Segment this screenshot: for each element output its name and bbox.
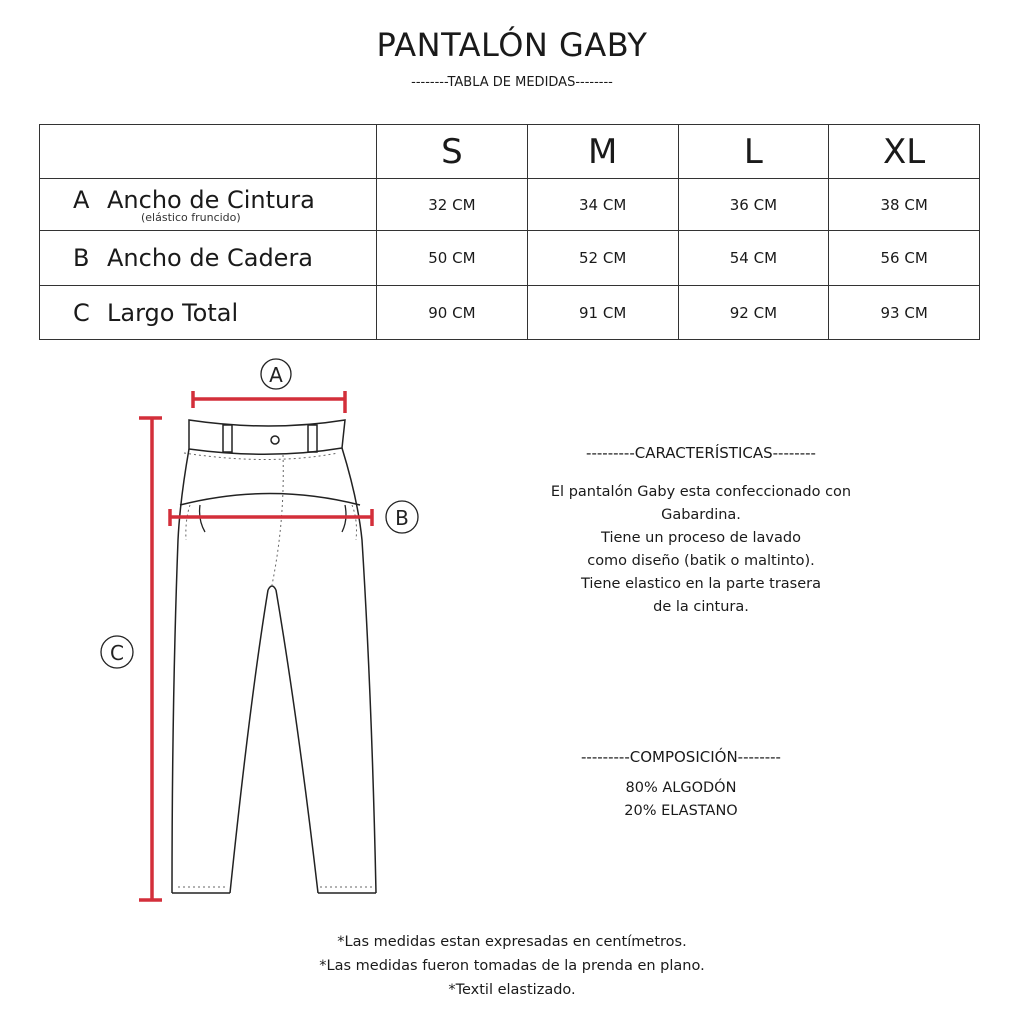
composicion-line: 20% ELASTANO: [624, 803, 738, 819]
composicion-heading: ---------COMPOSICIÓN--------: [581, 748, 781, 766]
page-title: PANTALÓN GABY: [376, 26, 648, 64]
table-cell: 93 CM: [829, 286, 980, 340]
table-cell: 92 CM: [678, 286, 829, 340]
size-header-xl: XL: [829, 125, 980, 179]
page-subtitle: --------TABLA DE MEDIDAS--------: [411, 75, 613, 90]
measure-line-a: [193, 391, 345, 413]
composicion-line: 80% ALGODÓN: [625, 780, 737, 796]
row-label-waist: [40, 179, 377, 231]
size-header-m: M: [527, 125, 678, 179]
row-letter: C: [73, 298, 90, 327]
table-cell: 52 CM: [527, 231, 678, 286]
caracteristicas-heading: ---------CARACTERÍSTICAS--------: [586, 444, 816, 462]
table-cell: 50 CM: [377, 231, 528, 286]
measure-line-b: [170, 509, 372, 526]
size-header-s: S: [377, 125, 528, 179]
table-cell: 91 CM: [527, 286, 678, 340]
table-cell: 34 CM: [527, 179, 678, 231]
footer-notes: [0, 930, 1024, 1002]
row-label-text: Ancho de Cintura: [107, 185, 315, 214]
row-note: (elástico fruncido): [141, 210, 241, 224]
row-letter: B: [73, 244, 90, 272]
table-cell: 38 CM: [829, 179, 980, 231]
table-row: [40, 286, 980, 340]
row-label-text: Largo Total: [107, 298, 239, 327]
caracteristicas-line: como diseño (batik o maltinto).: [587, 553, 815, 569]
caracteristicas-line: Tiene un proceso de lavado: [601, 530, 801, 546]
pants-diagram: [0, 350, 460, 920]
label-c: C: [110, 641, 124, 665]
row-label-text: Ancho de Cadera: [107, 244, 314, 272]
caracteristicas-section: [486, 442, 916, 619]
size-header-l: L: [678, 125, 829, 179]
footer-line: *Las medidas fueron tomadas de la prenda en plano.: [319, 958, 705, 974]
table-cell: 56 CM: [829, 231, 980, 286]
composicion-section: [486, 746, 876, 823]
label-a: A: [269, 363, 283, 387]
table-row: [40, 231, 980, 286]
size-chart-table: [39, 124, 980, 340]
table-header-row: [40, 125, 980, 179]
table-cell: 54 CM: [678, 231, 829, 286]
row-label-length: [40, 286, 377, 340]
table-row: [40, 179, 980, 231]
footer-line: *Textil elastizado.: [448, 982, 576, 998]
caracteristicas-line: de la cintura.: [653, 599, 749, 615]
row-label-hip: [40, 231, 377, 286]
caracteristicas-line: Tiene elastico en la parte trasera: [580, 576, 821, 592]
pants-outline-icon: [172, 420, 376, 893]
footer-line: *Las medidas estan expresadas en centímetros.: [337, 934, 687, 950]
row-letter: A: [73, 185, 90, 214]
caracteristicas-line: Gabardina.: [661, 507, 741, 523]
caracteristicas-line: El pantalón Gaby esta confeccionado con: [550, 484, 852, 500]
table-corner-cell: [40, 125, 377, 179]
measure-line-c: [139, 418, 162, 900]
table-cell: 32 CM: [377, 179, 528, 231]
label-b: B: [395, 506, 409, 530]
table-cell: 36 CM: [678, 179, 829, 231]
table-cell: 90 CM: [377, 286, 528, 340]
